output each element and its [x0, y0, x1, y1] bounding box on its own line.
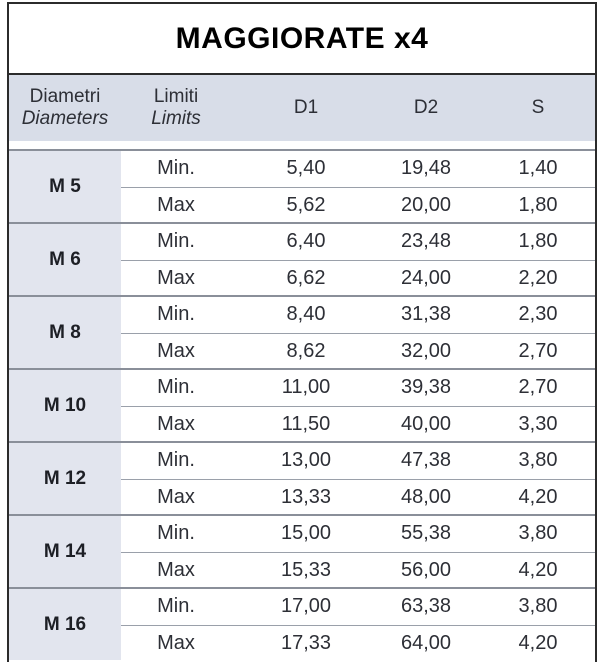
d2-cell: 47,38: [400, 449, 452, 471]
limit-cell: Max: [157, 340, 195, 362]
header-diameters-en: Diameters: [21, 108, 109, 129]
d1-cell: 17,33: [280, 632, 332, 654]
d1-cell: 15,33: [280, 559, 332, 581]
d1-cell: 11,50: [281, 413, 331, 435]
d2-cell: 19,48: [400, 157, 452, 179]
d2-cell: 23,48: [400, 230, 452, 252]
diameter-cell: M 10: [9, 370, 121, 441]
d2-cell: 24,00: [400, 267, 452, 289]
s-cell: 1,80: [518, 230, 558, 252]
table-row-group: [9, 441, 595, 514]
limit-cell: Min.: [157, 595, 195, 617]
diameter-cell: M 12: [9, 443, 121, 514]
d2-cell: 48,00: [400, 486, 452, 508]
table-header: [9, 75, 595, 141]
header-spacer: [9, 141, 595, 149]
header-limits: [121, 75, 231, 141]
header-d2: D2: [413, 97, 439, 118]
header-d1: D1: [293, 97, 319, 118]
s-cell: 2,20: [518, 267, 558, 289]
header-s: S: [531, 97, 545, 118]
d2-cell: 55,38: [400, 522, 452, 544]
table-row-min: [121, 370, 595, 406]
diameter-cell: M 8: [9, 297, 121, 368]
table-row-group: [9, 222, 595, 295]
table-row-max: [121, 187, 595, 224]
table-row-min: [121, 224, 595, 260]
d2-cell: 56,00: [400, 559, 452, 581]
s-cell: 3,30: [518, 413, 558, 435]
d1-cell: 6,40: [286, 230, 326, 252]
diameter-cell: M 16: [9, 589, 121, 660]
d1-cell: 13,00: [280, 449, 332, 471]
limit-cell: Max: [157, 559, 195, 581]
d2-cell: 63,38: [400, 595, 452, 617]
s-cell: 1,80: [518, 194, 558, 216]
limit-cell: Min.: [157, 449, 195, 471]
d1-cell: 15,00: [280, 522, 332, 544]
table-row-max: [121, 333, 595, 370]
limit-cell: Min.: [157, 522, 195, 544]
header-diameters: [9, 75, 121, 141]
table-row-group: [9, 368, 595, 441]
s-cell: 1,40: [518, 157, 558, 179]
s-cell: 3,80: [518, 449, 558, 471]
s-cell: 4,20: [518, 559, 558, 581]
table-row-min: [121, 516, 595, 552]
table-frame: [7, 2, 597, 662]
d2-cell: 32,00: [400, 340, 452, 362]
header-diameters-it: Diametri: [29, 86, 101, 107]
s-cell: 3,80: [518, 522, 558, 544]
limit-cell: Min.: [157, 376, 195, 398]
diameter-cell: M 5: [9, 151, 121, 222]
table-row-max: [121, 406, 595, 443]
table-row-min: [121, 297, 595, 333]
table-row-max: [121, 625, 595, 662]
d1-cell: 11,00: [281, 376, 331, 398]
d1-cell: 5,40: [286, 157, 326, 179]
table-row-min: [121, 589, 595, 625]
d2-cell: 64,00: [400, 632, 452, 654]
table-row-max: [121, 260, 595, 297]
d1-cell: 17,00: [280, 595, 332, 617]
d2-cell: 39,38: [400, 376, 452, 398]
d1-cell: 5,62: [286, 194, 326, 216]
d1-cell: 13,33: [280, 486, 332, 508]
limit-cell: Max: [157, 632, 195, 654]
table-row-group: [9, 587, 595, 660]
limit-cell: Min.: [157, 303, 195, 325]
d1-cell: 8,62: [286, 340, 326, 362]
table-row-group: [9, 295, 595, 368]
table-row-max: [121, 552, 595, 589]
s-cell: 3,80: [518, 595, 558, 617]
table-row-max: [121, 479, 595, 516]
s-cell: 2,30: [518, 303, 558, 325]
limit-cell: Min.: [157, 230, 195, 252]
d1-cell: 8,40: [286, 303, 326, 325]
header-limits-it: Limiti: [153, 86, 199, 107]
limit-cell: Max: [157, 413, 195, 435]
diameter-cell: M 6: [9, 224, 121, 295]
d1-cell: 6,62: [286, 267, 326, 289]
diameter-cell: M 14: [9, 516, 121, 587]
d2-cell: 20,00: [400, 194, 452, 216]
table-row-min: [121, 151, 595, 187]
s-cell: 4,20: [518, 632, 558, 654]
s-cell: 2,70: [518, 376, 558, 398]
header-limits-en: Limits: [151, 108, 201, 129]
limit-cell: Max: [157, 267, 195, 289]
table-row-group: [9, 149, 595, 222]
d2-cell: 40,00: [400, 413, 452, 435]
limit-cell: Max: [157, 486, 195, 508]
table-row-group: [9, 514, 595, 587]
d2-cell: 31,38: [400, 303, 452, 325]
limit-cell: Max: [157, 194, 195, 216]
s-cell: 2,70: [518, 340, 558, 362]
table-row-min: [121, 443, 595, 479]
s-cell: 4,20: [518, 486, 558, 508]
table-title: MAGGIORATE x4: [9, 4, 595, 75]
limit-cell: Min.: [157, 157, 195, 179]
table-body: [9, 149, 595, 662]
